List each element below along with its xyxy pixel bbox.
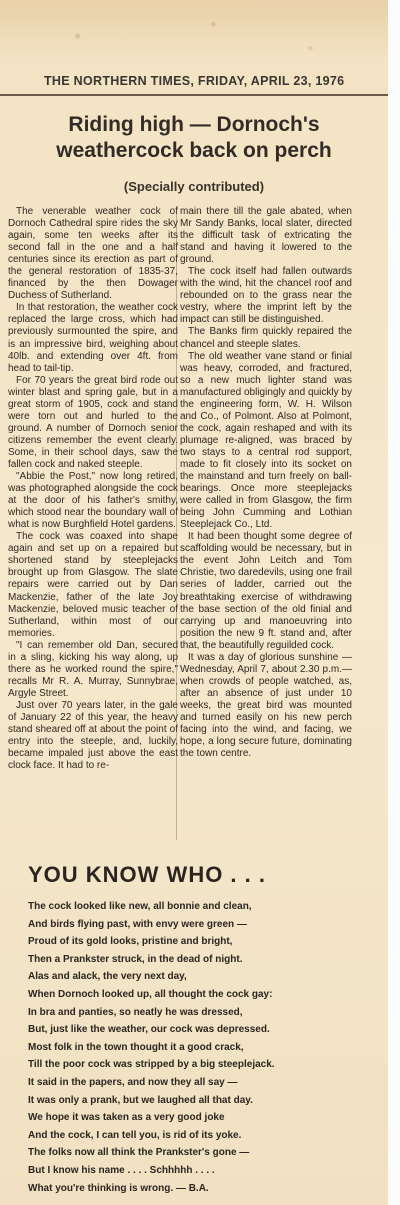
masthead: THE NORTHERN TIMES, FRIDAY, APRIL 23, 1976	[44, 74, 345, 88]
poem-line: The folks now all think the Prankster's gone —	[28, 1147, 250, 1159]
article-paragraph: The cock itself had fallen outwards with the wind, hit the chancel roof and rebounded on to the grass near the vestry, where the imprint left by the impact can still be distinguished.	[180, 266, 352, 326]
article-paragraph: It was a day of glorious sunshine — Wednesday, April 7, about 2.30 p.m.—when crowds of people watched, as, after an absence of just under 10 weeks, the great bird was mounted and turned easily on his new perch facing into the wind, and facing, we hope, a long secure future, dominating the town centre.	[180, 651, 352, 760]
article-paragraph: "Abbie the Post," now long retired, was photographed alongside the cock at the door of his father's smithy, which stood near the boundary wall of what is now Burghfield Hotel gardens.	[8, 471, 178, 531]
masthead-rule	[0, 94, 388, 96]
page-margin	[388, 0, 400, 1205]
article-paragraph: Just over 70 years later, in the gale of January 22 of this year, the heavy stand sheared off at about the point of entry into the steeple, and, luckily, became impaled just above the east clock face. It had to re-	[8, 699, 178, 772]
article-paragraph: In that restoration, the weather cock replaced the large cross, which had previously surmounted the spire, and is an impressive bird, weighing about 40lb. and extending over 4ft. from head to tail-tip.	[8, 302, 178, 374]
poem-line: But, just like the weather, our cock was depressed.	[28, 1024, 270, 1036]
article-column-right	[180, 206, 352, 760]
article-paragraph: "I can remember old Dan, secured in a sling, kicking his way along, up there as he worked round the spire," recalls Mr R. A. Murray, Sunnybrae, Argyle Street.	[8, 639, 178, 699]
poem	[28, 898, 358, 1197]
poem-line: Till the poor cock was stripped by a big steeplejack.	[28, 1059, 275, 1071]
poem-line: And birds flying past, with envy were green —	[28, 918, 247, 930]
poem-line: And the cock, I can tell you, is rid of its yoke.	[28, 1129, 242, 1141]
article-paragraph: The cock was coaxed into shape again and set up on a repaired but shortened stand by steeplejacks brought up from Glasgow. The slate repairs were carried out by Dan Mackenzie, father of the late Joy Mackenzie, beloved music teacher of Sutherland, within most of our memories.	[8, 531, 178, 639]
poem-line: But I know his name . . . . Schhhhh . . . .	[28, 1164, 215, 1176]
poem-line: When Dornoch looked up, all thought the cock gay:	[28, 988, 273, 1000]
article-paragraph: The Banks firm quickly repaired the chancel and steeple slates.	[180, 326, 352, 350]
headline	[0, 112, 388, 164]
article-paragraph: The venerable weather cock of Dornoch Cathedral spire rides the sky again, some ten weeks after its second fall in the one and a half centuries since its erection as part of the general restoration of 1835-37, financed by the then Dowager Duchess of Sutherland.	[8, 206, 178, 302]
poem-title: YOU KNOW WHO . . .	[28, 862, 266, 887]
poem-line: The cock looked like new, all bonnie and clean,	[28, 901, 252, 912]
poem-line: Alas and alack, the very next day,	[28, 971, 187, 983]
article-column-left	[8, 206, 178, 772]
poem-line: It was only a prank, but we laughed all that day.	[28, 1094, 253, 1106]
poem-line: Then a Prankster struck, in the dead of night.	[28, 953, 243, 965]
column-divider	[176, 206, 177, 840]
poem-line: In bra and panties, so neatly he was dressed,	[28, 1006, 243, 1018]
poem-line: Proud of its gold looks, pristine and bright,	[28, 936, 233, 948]
poem-line: What you're thinking is wrong. — B.A.	[28, 1182, 209, 1194]
headline-line-1: Riding high — Dornoch's	[68, 113, 320, 136]
headline-line-2: weathercock back on perch	[56, 139, 332, 162]
subheadline: (Specially contributed)	[123, 179, 265, 194]
article-paragraph: main there till the gale abated, when Mr Sandy Banks, local slater, directed the difficult task of extricating the stand and having it lowered to the ground.	[180, 206, 352, 266]
article-paragraph: It had been thought some degree of scaffolding would be necessary, but in the event John Leitch and Tom Christie, two daredevils, using one frail series of ladder, carried out the breathtaking exercise of withdrawing the base section of the old finial and carrying up and manoeuvring into position the new 9 ft. stand and, after that, the beautifully reguilded cock.	[180, 531, 352, 651]
poem-line: We hope it was taken as a very good joke	[28, 1112, 225, 1124]
article-paragraph: The old weather vane stand or finial was heavy, corroded, and fractured, so a new much lighter stand was manufactured obligingly and quickly by the engineering form, W. H. Wilson and Co., of Polmont. Also at Polmont, the cock, again reshaped and with its plumage re-aligned, was braced by two stays to a central rod support, made to fit closely into its socket on the mainstand and turn freely on ball-bearings. Once more steeplejacks were called in from Glasgow, the firm being John Cumming and Lothian Steeplejack Co., Ltd.	[180, 350, 352, 531]
poem-line: It said in the papers, and now they all say —	[28, 1076, 238, 1088]
article-paragraph: For 70 years the great bird rode out winter blast and spring gale, but in a great storm of 1905, cock and stand were torn out and hurled to the ground. A number of Dornoch senior citizens remember the event clearly. Some, in their school days, saw the fallen cock and naked steeple.	[8, 374, 178, 470]
poem-line: Most folk in the town thought it a good crack,	[28, 1041, 244, 1053]
